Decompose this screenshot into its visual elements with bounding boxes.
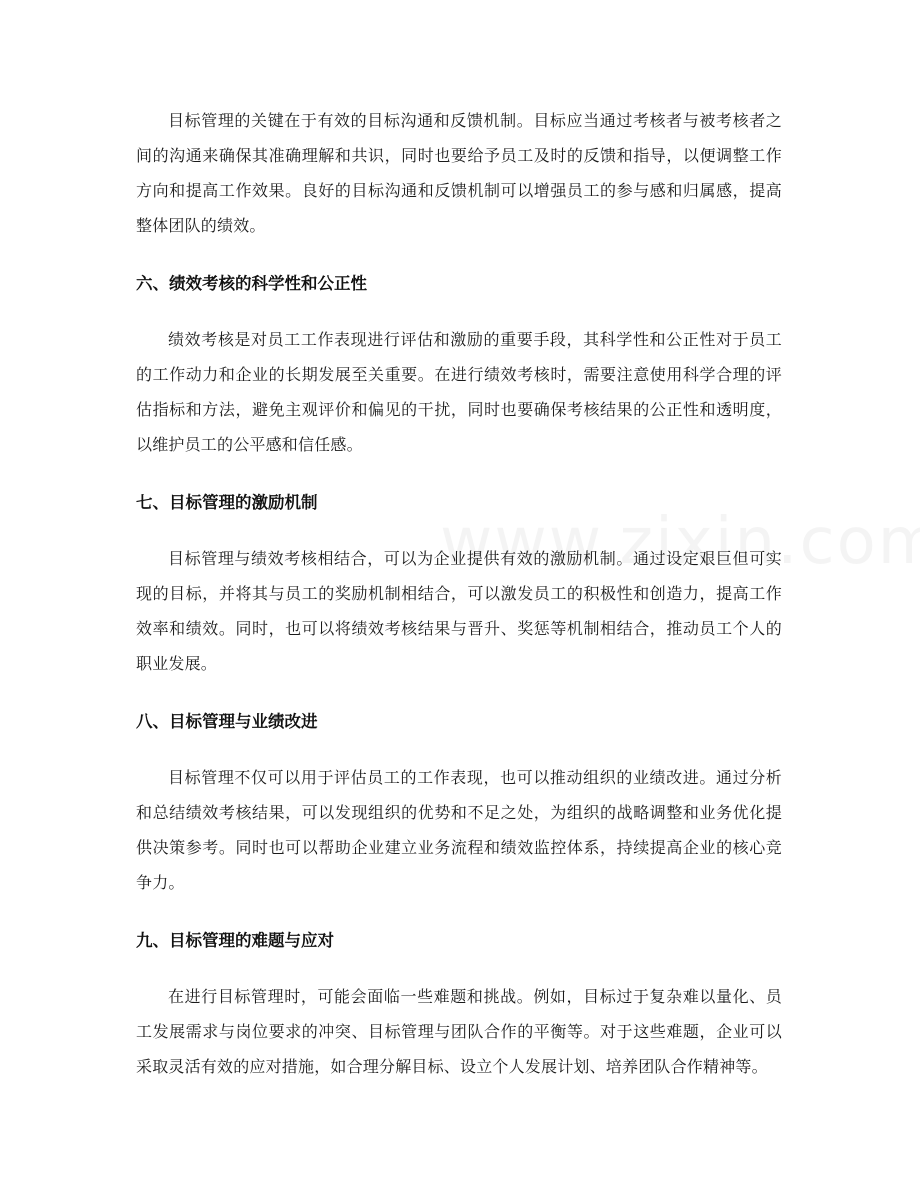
- section-6-heading: 六、绩效考核的科学性和公正性: [136, 274, 367, 293]
- section-9-heading: 九、目标管理的难题与应对: [136, 931, 334, 950]
- section-8-heading: 八、目标管理与业绩改进: [136, 712, 318, 731]
- intro-paragraph: 目标管理的关键在于有效的目标沟通和反馈机制。目标应当通过考核者与被考核者之间的沟通来确保其准确理解和共识，同时也要给予员工及时的反馈和指导，以便调整工作方向和提高工作效果。良好的目标沟通和反馈机制可以增强员工的参与感和归属感，提高整体团队的绩效。: [136, 111, 782, 235]
- section-7-body: 目标管理与绩效考核相结合，可以为企业提供有效的激励机制。通过设定艰巨但可实现的目标，并将其与员工的奖励机制相结合，可以激发员工的积极性和创造力，提高工作效率和绩效。同时，也可以将绩效考核结果与晋升、奖惩等机制相结合，推动员工个人的职业发展。: [136, 549, 782, 673]
- section-6-body: 绩效考核是对员工工作表现进行评估和激励的重要手段，其科学性和公正性对于员工的工作动力和企业的长期发展至关重要。在进行绩效考核时，需要注意使用科学合理的评估指标和方法，避免主观评价和偏见的干扰，同时也要确保考核结果的公正性和透明度，以维护员工的公平感和信任感。: [136, 330, 782, 454]
- document-body: [136, 103, 782, 1084]
- section-9-body: 在进行目标管理时，可能会面临一些难题和挑战。例如，目标过于复杂难以量化、员工发展需求与岗位要求的冲突、目标管理与团队合作的平衡等。对于这些难题，企业可以采取灵活有效的应对措施，如合理分解目标、设立个人发展计划、培养团队合作精神等。: [136, 987, 782, 1076]
- section-8-body: 目标管理不仅可以用于评估员工的工作表现，也可以推动组织的业绩改进。通过分析和总结绩效考核结果，可以发现组织的优势和不足之处，为组织的战略调整和业务优化提供决策参考。同时也可以帮助企业建立业务流程和绩效监控体系，持续提高企业的核心竞争力。: [136, 768, 782, 892]
- section-7-heading: 七、目标管理的激励机制: [136, 493, 318, 512]
